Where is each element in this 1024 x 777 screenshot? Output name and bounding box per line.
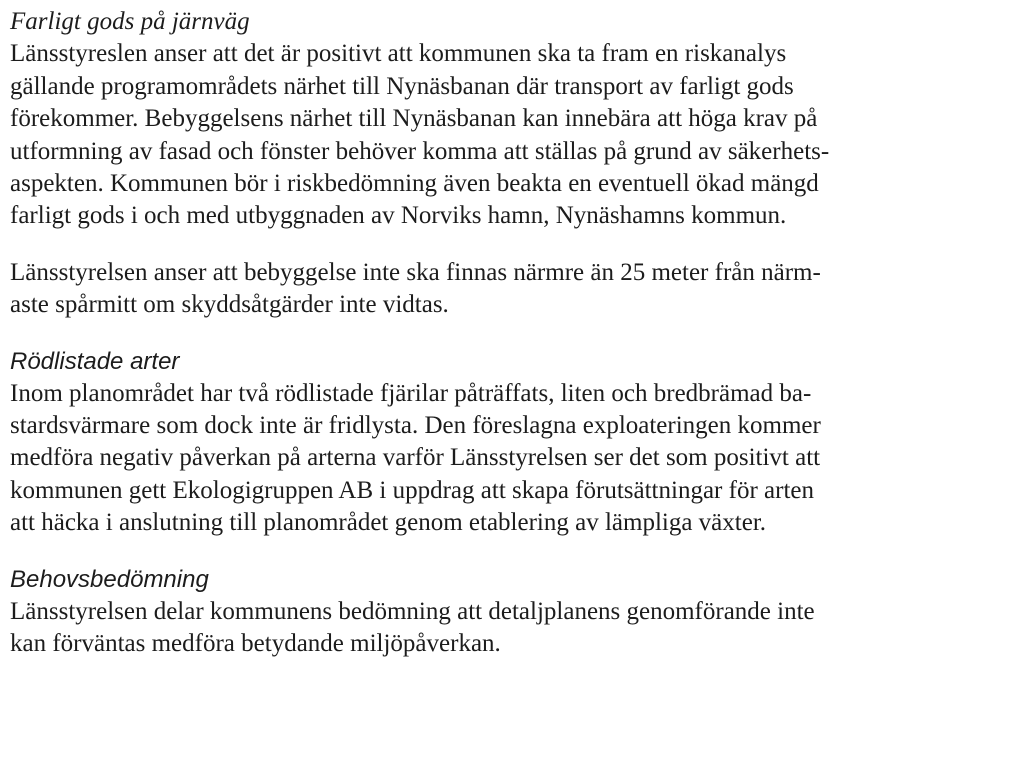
text-line: Länsstyrelsen anser att bebyggelse inte ska finnas närmre än 25 meter från närm-: [10, 258, 821, 286]
paragraph-spaarmitt: [10, 257, 1014, 322]
section-heading-behovsbedomning: Behovsbedömning: [10, 565, 209, 593]
paragraph-fjarilar: [10, 378, 1014, 540]
text-line: kan förväntas medföra betydande miljöpåverkan.: [10, 630, 501, 658]
text-line: medföra negativ påverkan på arterna varför Länsstyrelsen ser det som positivt att: [10, 444, 821, 472]
text-line: farligt gods i och med utbyggnaden av Norviks hamn, Nynäshamns kommun.: [10, 202, 787, 230]
section-heading-farligt-gods: Farligt gods på järnväg: [10, 8, 250, 35]
text-line: förekommer. Bebyggelsens närhet till Nynäsbanan kan innebära att höga krav på: [10, 105, 818, 133]
document-page: [10, 6, 1014, 661]
section-heading-rodlistade-arter: Rödlistade arter: [10, 347, 180, 375]
text-line: Inom planområdet har två rödlistade fjärilar påträffats, liten och bredbrämad ba-: [10, 379, 812, 407]
text-line: kommunen gett Ekologigruppen AB i uppdrag att skapa förutsättningar för arten: [10, 476, 814, 504]
text-line: Länsstyrelsen delar kommunens bedömning att detaljplanens genomförande inte: [10, 597, 815, 625]
section-spacer: [10, 322, 1014, 346]
text-line: stardsvärmare som dock inte är fridlysta. Den föreslagna exploateringen kommer: [10, 412, 821, 440]
paragraph-spacer: [10, 233, 1014, 257]
paragraph-riskanalys: [10, 38, 1014, 232]
section-spacer: [10, 540, 1014, 564]
text-line: gällande programområdets närhet till Nynäsbanan där transport av farligt gods: [10, 72, 794, 100]
paragraph-miljopaverkan: [10, 596, 1014, 661]
text-line: utformning av fasad och fönster behöver komma att ställas på grund av säkerhets-: [10, 137, 830, 165]
text-line: aste spårmitt om skyddsåtgärder inte vidtas.: [10, 291, 449, 319]
text-line: aspekten. Kommunen bör i riskbedömning även beakta en eventuell ökad mängd: [10, 170, 819, 198]
text-line: Länsstyreslen anser att det är positivt att kommunen ska ta fram en riskanalys: [10, 40, 787, 68]
text-line: att häcka i anslutning till planområdet genom etablering av lämpliga växter.: [10, 509, 767, 537]
